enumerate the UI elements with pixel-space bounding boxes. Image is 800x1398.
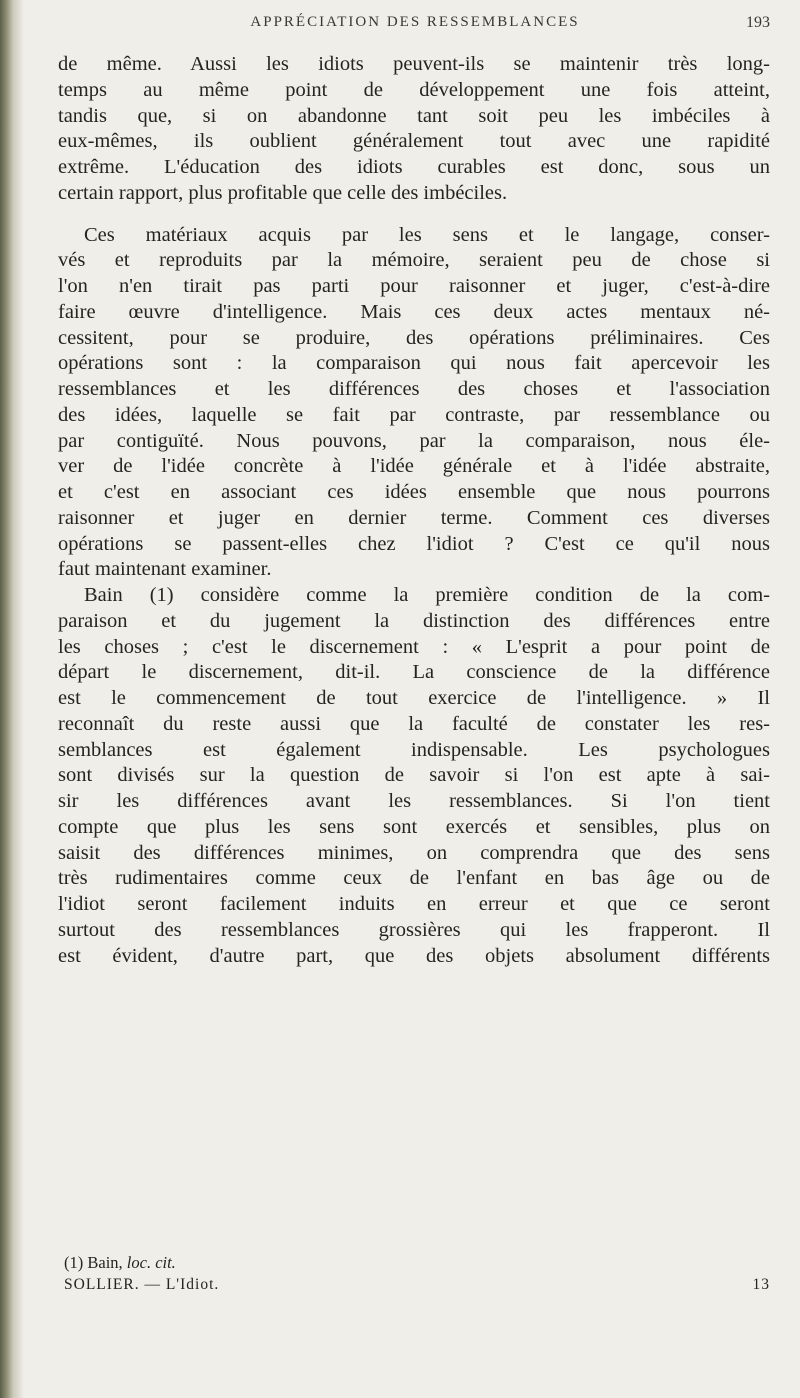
running-head-title: APPRÉCIATION DES RESSEMBLANCES bbox=[250, 14, 580, 30]
text-line: cessitent, pour se produire, des opérations préliminaires. Ces bbox=[58, 326, 770, 349]
text-line: Ces matériaux acquis par les sens et le langage, conser- bbox=[84, 223, 770, 246]
text-line: faut maintenant examiner. bbox=[58, 558, 272, 581]
text-line: sont divisés sur la question de savoir si l'on est apte à sai- bbox=[58, 764, 770, 787]
text-line: raisonner et juger en dernier terme. Comment ces diverses bbox=[58, 506, 770, 529]
text-line: faire œuvre d'intelligence. Mais ces deux actes mentaux né- bbox=[58, 300, 770, 323]
paragraph-1 bbox=[58, 52, 770, 207]
text-line: eux-mêmes, ils oublient généralement tout avec une rapidité bbox=[58, 130, 770, 153]
text-line: ver de l'idée concrète à l'idée générale et à l'idée abstraite, bbox=[58, 455, 770, 478]
text-line: Bain (1) considère comme la première condition de la com- bbox=[84, 584, 770, 606]
text-line: temps au même point de développement une fois atteint, bbox=[58, 78, 770, 101]
running-head bbox=[60, 14, 770, 38]
text-line: surtout des ressemblances grossières qui les frapperont. Il bbox=[58, 918, 770, 941]
text-line: tandis que, si on abandonne tant soit peu les imbéciles à bbox=[58, 104, 770, 127]
body-text bbox=[58, 52, 770, 969]
text-line: de même. Aussi les idiots peuvent-ils se maintenir très long- bbox=[58, 53, 770, 75]
text-line: l'idiot seront facilement induits en erreur et que ce seront bbox=[58, 893, 770, 915]
text-line: semblances est également indispensable. Les psychologues bbox=[58, 738, 770, 761]
text-line: extrême. L'éducation des idiots curables est donc, sous un bbox=[58, 156, 770, 178]
text-line: sir les différences avant les ressemblances. Si l'on tient bbox=[58, 790, 770, 812]
text-line: opérations sont : la comparaison qui nous fait apercevoir les bbox=[58, 352, 770, 375]
text-line: reconnaît du reste aussi que la faculté de constater les res- bbox=[58, 712, 770, 735]
text-line: l'on n'en tirait pas parti pour raisonner et juger, c'est-à-dire bbox=[58, 275, 770, 297]
page-binding-edge bbox=[0, 0, 14, 1398]
text-line: opérations se passent-elles chez l'idiot ? C'est ce qu'il nous bbox=[58, 532, 770, 555]
paragraph-2 bbox=[58, 223, 770, 584]
signature-text: SOLLIER. — L'Idiot. bbox=[64, 1276, 220, 1293]
text-line: compte que plus les sens sont exercés et sensibles, plus on bbox=[58, 815, 770, 838]
text-line: et c'est en associant ces idées ensemble que nous pourrons bbox=[58, 481, 770, 503]
text-line: départ le discernement, dit-il. La conscience de la différence bbox=[58, 661, 770, 684]
page-binding-shadow bbox=[14, 0, 24, 1398]
text-line: est évident, d'autre part, que des objets absolument différents bbox=[58, 944, 770, 967]
footnote-reference: loc. cit. bbox=[126, 1253, 176, 1272]
footnote-line bbox=[64, 1252, 770, 1274]
text-line: par contiguïté. Nous pouvons, par la comparaison, nous éle- bbox=[58, 429, 770, 452]
text-line: paraison et du jugement la distinction des différences entre bbox=[58, 609, 770, 632]
text-line: est le commencement de tout exercice de l'intelligence. » Il bbox=[58, 687, 770, 709]
text-line: ressemblances et les différences des choses et l'association bbox=[58, 378, 770, 400]
text-line: certain rapport, plus profitable que celle des imbéciles. bbox=[58, 181, 508, 204]
text-line: vés et reproduits par la mémoire, seraient peu de chose si bbox=[58, 249, 770, 272]
footnote bbox=[64, 1252, 770, 1274]
page-number: 193 bbox=[746, 14, 770, 31]
signature-number: 13 bbox=[752, 1276, 770, 1293]
text-line: des idées, laquelle se fait par contraste, par ressemblance ou bbox=[58, 403, 770, 426]
paragraph-3 bbox=[58, 583, 770, 969]
text-line: saisit des différences minimes, on comprendra que des sens bbox=[58, 841, 770, 864]
footnote-marker: (1) Bain, bbox=[64, 1253, 123, 1272]
text-line: les choses ; c'est le discernement : « L'esprit a pour point de bbox=[58, 635, 770, 658]
paragraph-gap bbox=[58, 207, 770, 223]
printer-signature bbox=[64, 1276, 770, 1298]
text-line: très rudimentaires comme ceux de l'enfant en bas âge ou de bbox=[58, 867, 770, 890]
